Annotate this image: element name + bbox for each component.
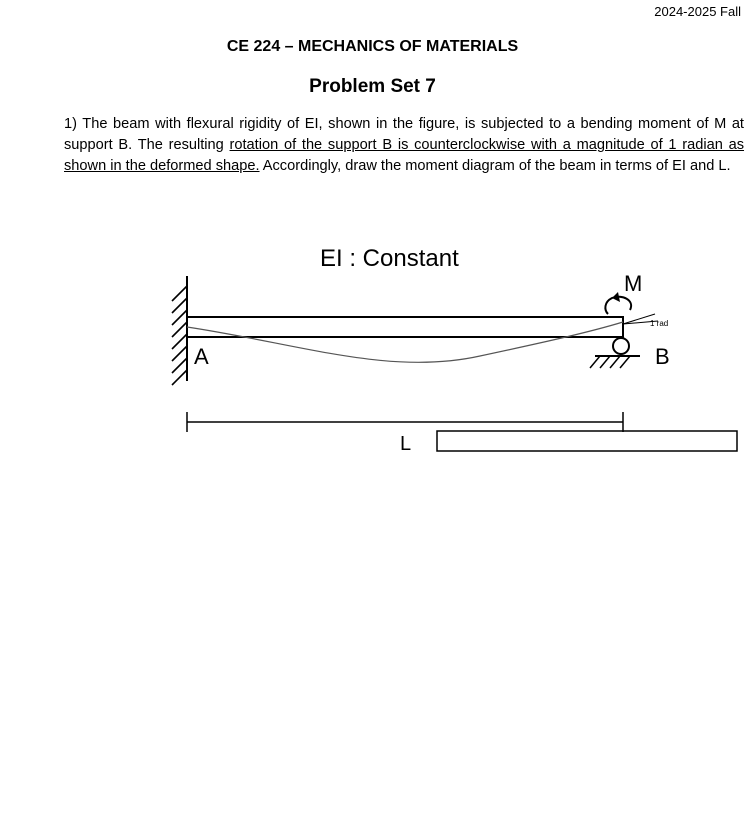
deformed-shape [187,322,623,362]
fixed-support-a [172,276,187,385]
beam [187,317,623,337]
moment-label: M [624,271,643,296]
ei-constant-label: EI : Constant [320,245,459,272]
problem-1-underlined: rotation of the support B is counterclockwise with a magnitude of 1 radian as shown in the deformed shape. [64,137,745,174]
problem-1-intro: 1) The beam with flexural rigidity of EI, shown in the figure, is subjected to a bending moment of M at support B. The resulting [64,116,744,153]
support-b-label: B [655,344,670,369]
problem-1-outro: Accordingly, draw the moment diagram of the beam in terms of EI and L. [259,158,731,174]
problem-1-text [64,114,744,177]
problem-set-title: Problem Set 7 [309,76,436,97]
answer-box [437,431,737,451]
pin-support-b [590,338,640,368]
length-label: L [400,433,412,455]
rotation-label: 1 rad [650,319,669,328]
support-a-label: A [194,344,209,369]
course-title: CE 224 – MECHANICS OF MATERIALS [226,38,519,55]
term-label: 2024-2025 Fall [654,4,741,19]
moment-arrowhead [612,292,620,302]
dimension-line [187,412,623,432]
beam-figure [150,236,745,466]
